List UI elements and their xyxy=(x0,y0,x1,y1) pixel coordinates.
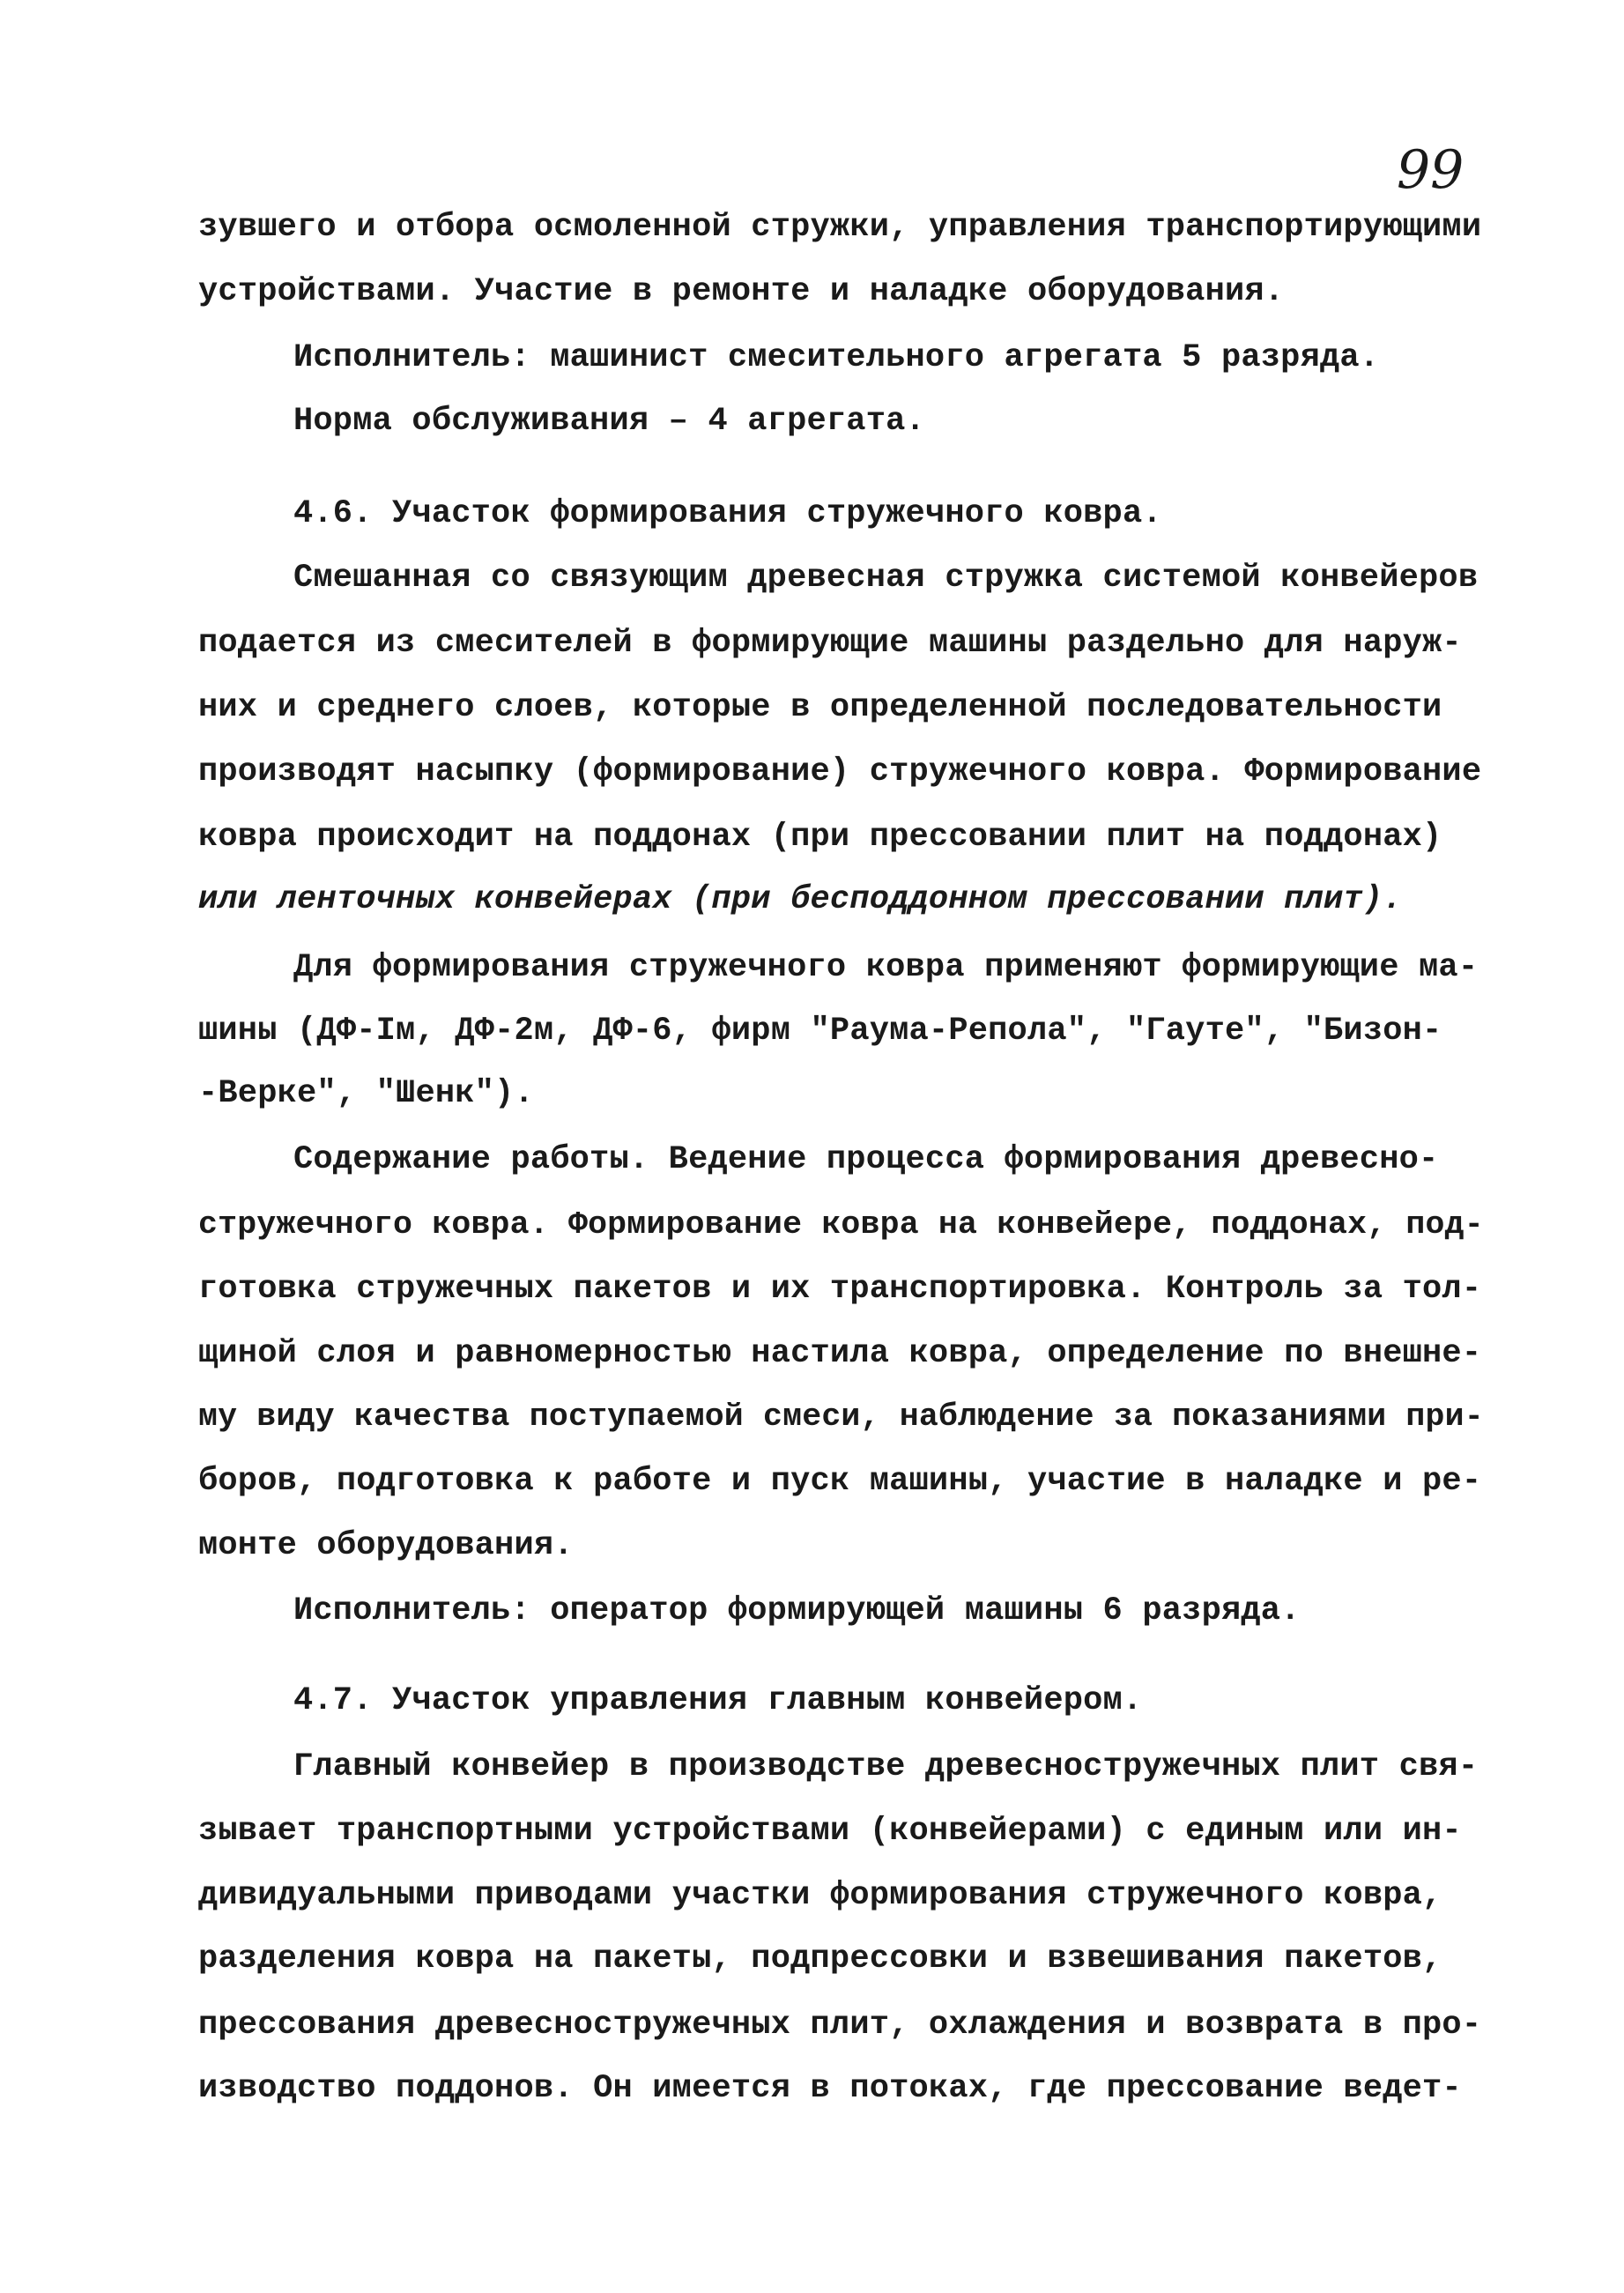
text-line: производят насыпку (формирование) стружечного ковра. Формирование xyxy=(198,753,1482,790)
section-heading: 4.6. Участок формирования стружечного ковра. xyxy=(293,495,1162,532)
text-line: ковра происходит на поддонах (при прессовании плит на поддонах) xyxy=(198,819,1442,856)
text-line: Норма обслуживания – 4 агрегата. xyxy=(293,403,925,440)
text-line: -Верке", "Шенк"). xyxy=(198,1075,534,1112)
text-line: шины (ДФ-Iм, ДФ-2м, ДФ-6, фирм "Раума-Репола", "Гауте", "Бизон- xyxy=(198,1013,1442,1050)
text-line: Смешанная со связующим древесная стружка системой конвейеров xyxy=(293,560,1479,597)
text-line: Главный конвейер в производстве древесностружечных плит свя- xyxy=(293,1748,1479,1785)
text-line: прессования древесностружечных плит, охлаждения и возврата в про- xyxy=(198,2007,1482,2044)
page-number: 99 xyxy=(1397,139,1465,201)
text-line: Для формирования стружечного ковра применяют формирующие ма- xyxy=(293,949,1479,986)
text-line: боров, подготовка к работе и пуск машины, участие в наладке и ре- xyxy=(198,1463,1482,1500)
text-line: или ленточных конвейерах (при бесподдонном прессовании плит). xyxy=(198,881,1403,918)
text-line: них и среднего слоев, которые в определенной последовательности xyxy=(198,689,1442,726)
text-line: щиной слоя и равномерностью настила ковра, определение по внешне- xyxy=(198,1335,1482,1372)
text-line: дивидуальными приводами участки формирования стружечного ковра, xyxy=(198,1877,1442,1914)
text-line: Исполнитель: оператор формирующей машины 6 разряда. xyxy=(293,1592,1301,1629)
text-line: готовка стружечных пакетов и их транспортировка. Контроль за тол- xyxy=(198,1271,1482,1308)
text-line: монте оборудования. xyxy=(198,1527,574,1564)
text-line: му виду качества поступаемой смеси, наблюдение за показаниями при- xyxy=(198,1399,1484,1435)
text-line: зувшего и отбора осмоленной стружки, управления транспортирующими xyxy=(198,209,1482,246)
text-line: изводство поддонов. Он имеется в потоках, где прессование ведет- xyxy=(198,2070,1462,2107)
text-line: стружечного ковра. Формирование ковра на конвейере, поддонах, под- xyxy=(198,1206,1484,1243)
text-line: Исполнитель: машинист смесительного агрегата 5 разряда. xyxy=(293,339,1380,376)
text-line: устройствами. Участие в ремонте и наладке оборудования. xyxy=(198,273,1285,310)
text-line: Содержание работы. Ведение процесса формирования древесно- xyxy=(293,1141,1439,1178)
text-line: зывает транспортными устройствами (конвейерами) с единым или ин- xyxy=(198,1813,1462,1850)
text-line: разделения ковра на пакеты, подпрессовки и взвешивания пакетов, xyxy=(198,1941,1442,1978)
section-heading: 4.7. Участок управления главным конвейером. xyxy=(293,1682,1143,1719)
text-line: подается из смесителей в формирующие машины раздельно для наруж- xyxy=(198,625,1462,662)
